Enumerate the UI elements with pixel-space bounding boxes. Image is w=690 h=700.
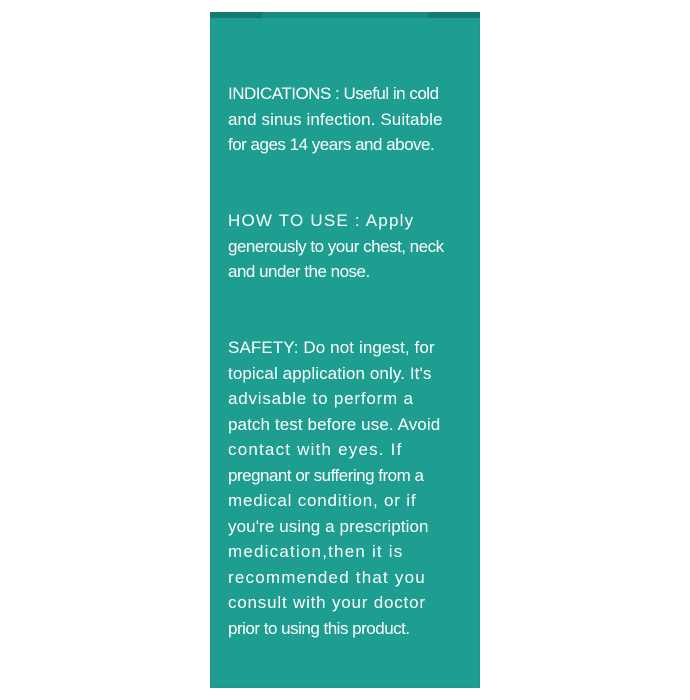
safety-line: topical application only. It's: [228, 363, 432, 383]
safety-line: medication,then it is: [228, 542, 404, 561]
safety-line: you're using a prescription: [228, 516, 429, 536]
safety-line: advisable to perform a: [228, 389, 414, 408]
safety-line: pregnant or suffering from a: [228, 465, 424, 485]
safety-line: medical condition, or if: [228, 491, 417, 510]
indications-line: for ages 14 years and above.: [228, 135, 435, 154]
how-to-use-section: [228, 208, 468, 285]
safety-line: recommended that you: [228, 567, 426, 587]
safety-line: SAFETY: Do not ingest, for: [228, 338, 435, 357]
product-box-side-panel: [210, 12, 480, 688]
box-flap-left: [210, 12, 262, 18]
how-to-use-line: HOW TO USE : Apply: [228, 211, 415, 230]
indications-line: INDICATIONS : Useful in cold: [228, 84, 439, 103]
box-flap-right: [428, 12, 480, 18]
safety-line: consult with your doctor: [228, 593, 426, 612]
safety-line: patch test before use. Avoid: [228, 414, 441, 434]
safety-section: [228, 335, 468, 641]
indications-line: and sinus infection. Suitable: [228, 109, 443, 129]
how-to-use-line: generously to your chest, neck: [228, 236, 444, 256]
safety-line: contact with eyes. If: [228, 440, 403, 459]
indications-section: [228, 81, 468, 158]
safety-line: prior to using this product.: [228, 618, 410, 638]
how-to-use-line: and under the nose.: [228, 262, 370, 281]
